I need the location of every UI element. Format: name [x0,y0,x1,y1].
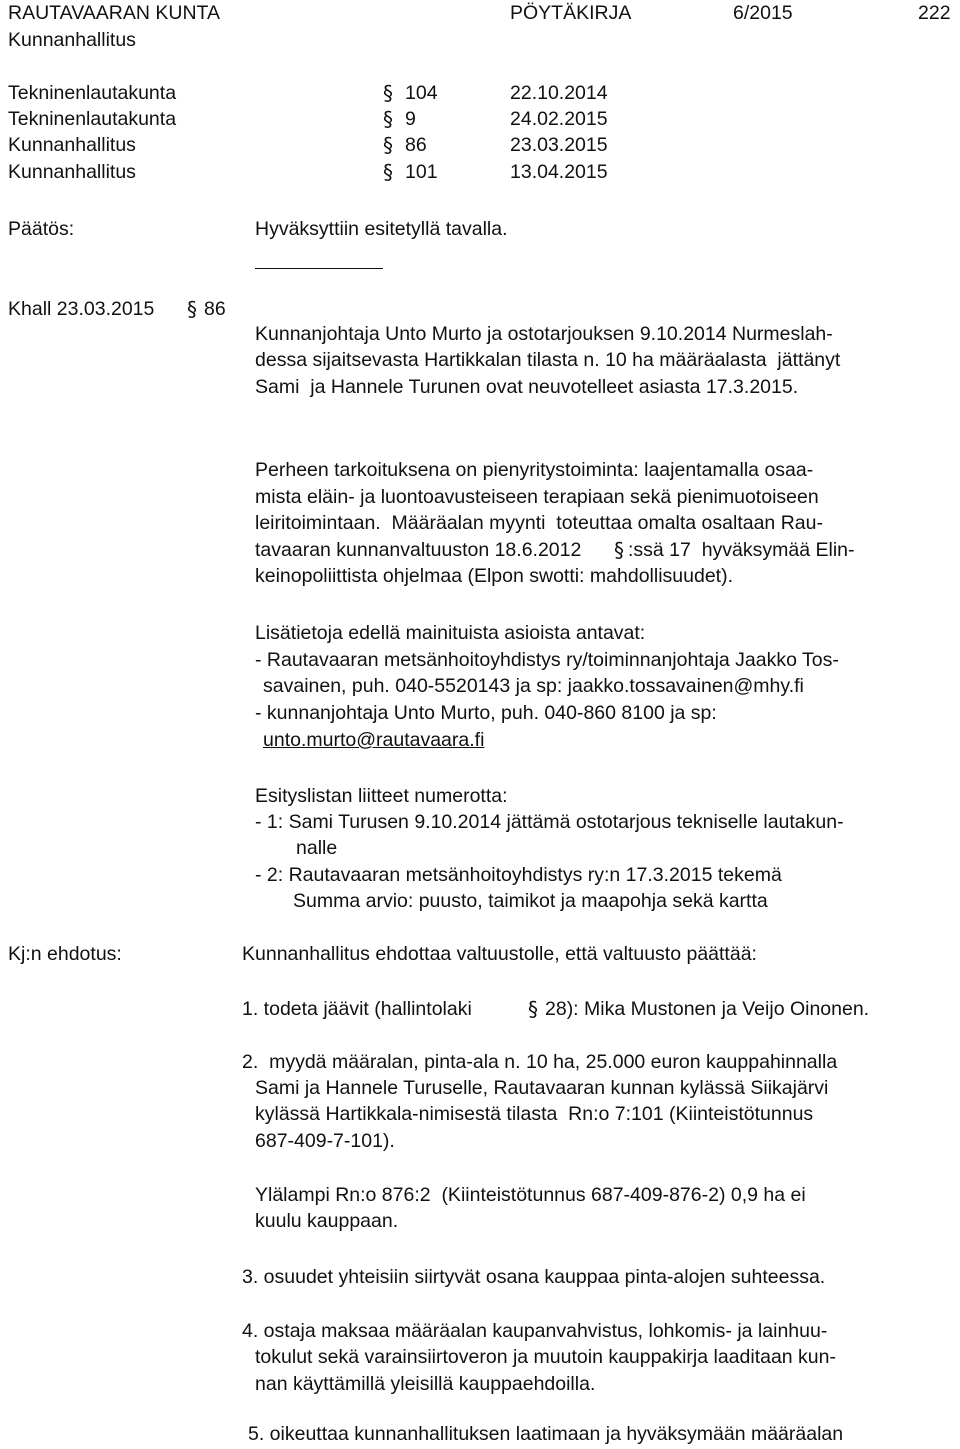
header-page-number: 222 [918,2,951,24]
info-line: - Rautavaaran metsänhoitoyhdistys ry/toiminnanjohtaja Jaakko Tos- [255,649,839,671]
history-date: 24.02.2015 [510,108,608,130]
proposal-item-1: 1. todeta jäävit (hallintolaki [242,998,472,1020]
header-body: Kunnanhallitus [8,29,136,51]
decision-label: Päätös: [8,218,75,240]
purpose-line: mista eläin- ja luontoavusteiseen terapiaan sekä pienimuotoiseen [255,486,819,508]
purpose-line: leiritoimintaan. Määräalan myynti toteuttaa omalta osaltaan Rau- [255,512,823,534]
khall-intro-line: Sami ja Hannele Turunen ovat neuvotelleet asiasta 17.3.2015. [255,376,799,398]
header-doc-type: PÖYTÄKIRJA [510,2,632,24]
proposal-item-2-note: Ylälampi Rn:o 876:2 (Kiinteistötunnus 687-409-876-2) 0,9 ha ei [255,1184,806,1206]
khall-intro-line: Kunnanjohtaja Unto Murto ja ostotarjouksen 9.10.2014 Nurmeslah- [255,323,833,345]
proposal-item-5: 5. oikeuttaa kunnanhallituksen laatimaan ja hyväksymään määräalan [248,1423,844,1445]
proposal-item-1-rest: 28): Mika Mustonen ja Veijo Oinonen. [545,998,870,1020]
proposal-item-2-line: 687-409-7-101). [255,1130,395,1152]
proposal-item-2-line: 2. myydä määralan, pinta-ala n. 10 ha, 25.000 euron kauppahinnalla [242,1051,838,1073]
history-number: 104 [405,82,438,104]
section-sign-icon: § [614,538,624,562]
attachments-heading: Esityslistan liitteet numerotta: [255,785,508,807]
section-sign-icon: § [528,997,538,1021]
decision-text: Hyväksyttiin esitetyllä tavalla. [255,218,508,240]
info-line: Lisätietoja edellä mainituista asioista antavat: [255,622,646,644]
separator-line [255,268,383,269]
khall-label: Khall 23.03.2015 [8,298,155,320]
khall-intro-line: dessa sijaitsevasta Hartikkalan tilasta n. 10 ha määräalasta jättänyt [255,349,841,371]
purpose-line: keinopoliittista ohjelmaa (Elpon swotti: mahdollisuudet). [255,565,733,587]
history-number: 86 [405,134,427,156]
section-sign-icon: § [383,107,393,131]
info-line: savainen, puh. 040-5520143 ja sp: jaakko.tossavainen@mhy.fi [263,675,804,697]
attachment-line: Summa arvio: puusto, taimikot ja maapohja sekä kartta [293,890,768,912]
history-organ: Tekninenlautakunta [8,108,177,130]
section-sign-icon: § [383,81,393,105]
proposal-item-2-line: kylässä Hartikkala-nimisestä tilasta Rn:o 7:101 (Kiinteistötunnus [255,1103,814,1125]
history-number: 101 [405,161,438,183]
proposal-intro: Kunnanhallitus ehdottaa valtuustolle, että valtuusto päättää: [242,943,757,965]
attachment-line: nalle [296,837,338,859]
history-number: 9 [405,108,416,130]
history-date: 23.03.2015 [510,134,608,156]
header-issue: 6/2015 [733,2,793,24]
section-sign-icon: § [383,160,393,184]
proposal-item-4-line: 4. ostaja maksaa määräalan kaupanvahvistus, lohkomis- ja lainhuu- [242,1320,828,1342]
section-sign-icon: § [383,133,393,157]
info-line: - kunnanjohtaja Unto Murto, puh. 040-860 8100 ja sp: [255,702,717,724]
purpose-line: Perheen tarkoituksena on pienyritystoiminta: laajentamalla osaa- [255,459,814,481]
khall-section-number: 86 [204,298,226,320]
history-organ: Tekninenlautakunta [8,82,177,104]
proposal-item-4-line: tokulut sekä varainsiirtoveron ja muutoin kauppakirja laaditaan kun- [255,1346,836,1368]
purpose-line: :ssä 17 hyväksymää Elin- [628,539,855,561]
proposal-item-3: 3. osuudet yhteisiin siirtyvät osana kauppaa pinta-alojen suhteessa. [242,1266,826,1288]
history-date: 22.10.2014 [510,82,608,104]
attachment-line: - 2: Rautavaaran metsänhoitoyhdistys ry:n 17.3.2015 tekemä [255,864,782,886]
history-date: 13.04.2015 [510,161,608,183]
purpose-line: tavaaran kunnanvaltuuston 18.6.2012 [255,539,582,561]
header-org: RAUTAVAARAN KUNTA [8,2,220,24]
proposal-item-2-line: Sami ja Hannele Turuselle, Rautavaaran kunnan kylässä Siikajärvi [255,1077,829,1099]
history-organ: Kunnanhallitus [8,161,136,183]
proposal-label: Kj:n ehdotus: [8,943,122,965]
section-sign-icon: § [187,297,197,321]
email-link[interactable]: unto.murto@rautavaara.fi [263,729,485,751]
attachment-line: - 1: Sami Turusen 9.10.2014 jättämä ostotarjous tekniselle lautakun- [255,811,844,833]
proposal-item-4-line: nan käyttämillä yleisillä kauppaehdoilla. [255,1373,596,1395]
proposal-item-2-note: kuulu kauppaan. [255,1210,399,1232]
history-organ: Kunnanhallitus [8,134,136,156]
